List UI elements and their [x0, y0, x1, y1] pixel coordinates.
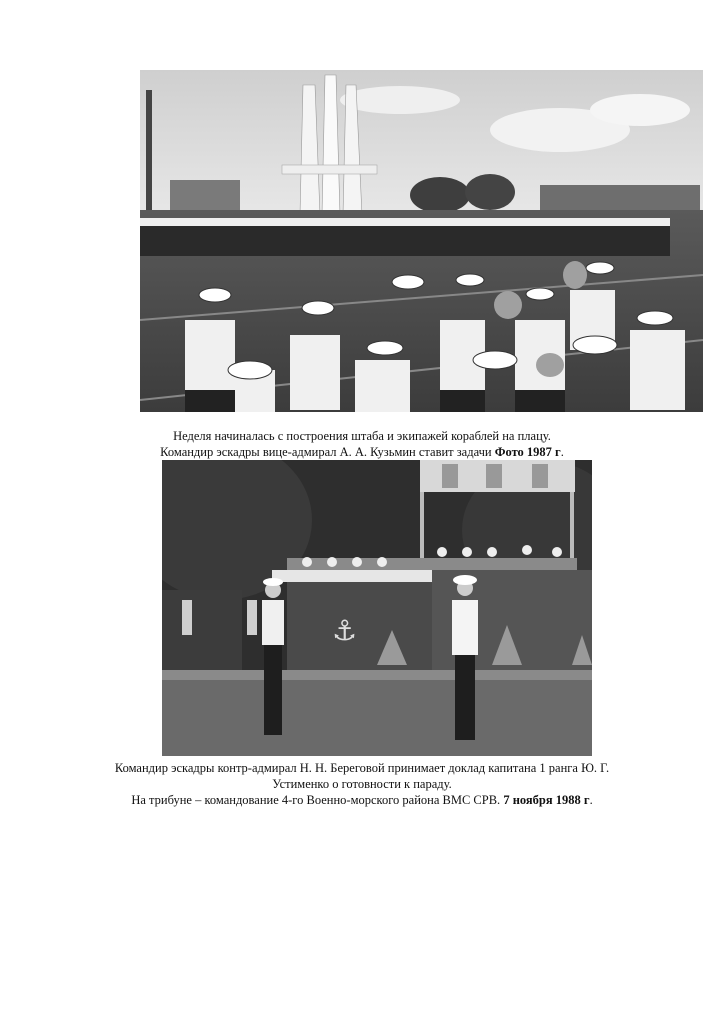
caption-text: Командир эскадры вице-адмирал А. А. Кузьмин ставит задачи — [160, 445, 495, 459]
caption-photo-1988 — [0, 760, 724, 808]
caption-period: . — [560, 445, 564, 459]
caption-line — [0, 792, 724, 808]
caption-text: На трибуне – командование 4-го Военно-морского района ВМС СРВ. — [131, 793, 504, 807]
caption-line: Устименко о готовности к параду. — [272, 777, 452, 791]
photo-parade-ground-image — [140, 70, 703, 412]
caption-line: Командир эскадры контр-адмирал Н. Н. Береговой принимает доклад капитана 1 ранга Ю. Г. — [114, 761, 610, 775]
svg-text:⚓: ⚓ — [332, 614, 358, 647]
caption-line: Неделя начиналась с построения штаба и экипажей кораблей на плацу. — [173, 429, 551, 443]
caption-photo-1987 — [0, 428, 724, 460]
caption-period: . — [589, 793, 593, 807]
caption-date: 7 ноября 1988 г — [503, 793, 590, 807]
caption-line — [0, 444, 724, 460]
photo-parade-ground — [140, 70, 703, 412]
photo-tribune-report — [162, 460, 592, 756]
caption-date: Фото 1987 г — [494, 445, 561, 459]
photo-tribune-report-image — [162, 460, 592, 756]
